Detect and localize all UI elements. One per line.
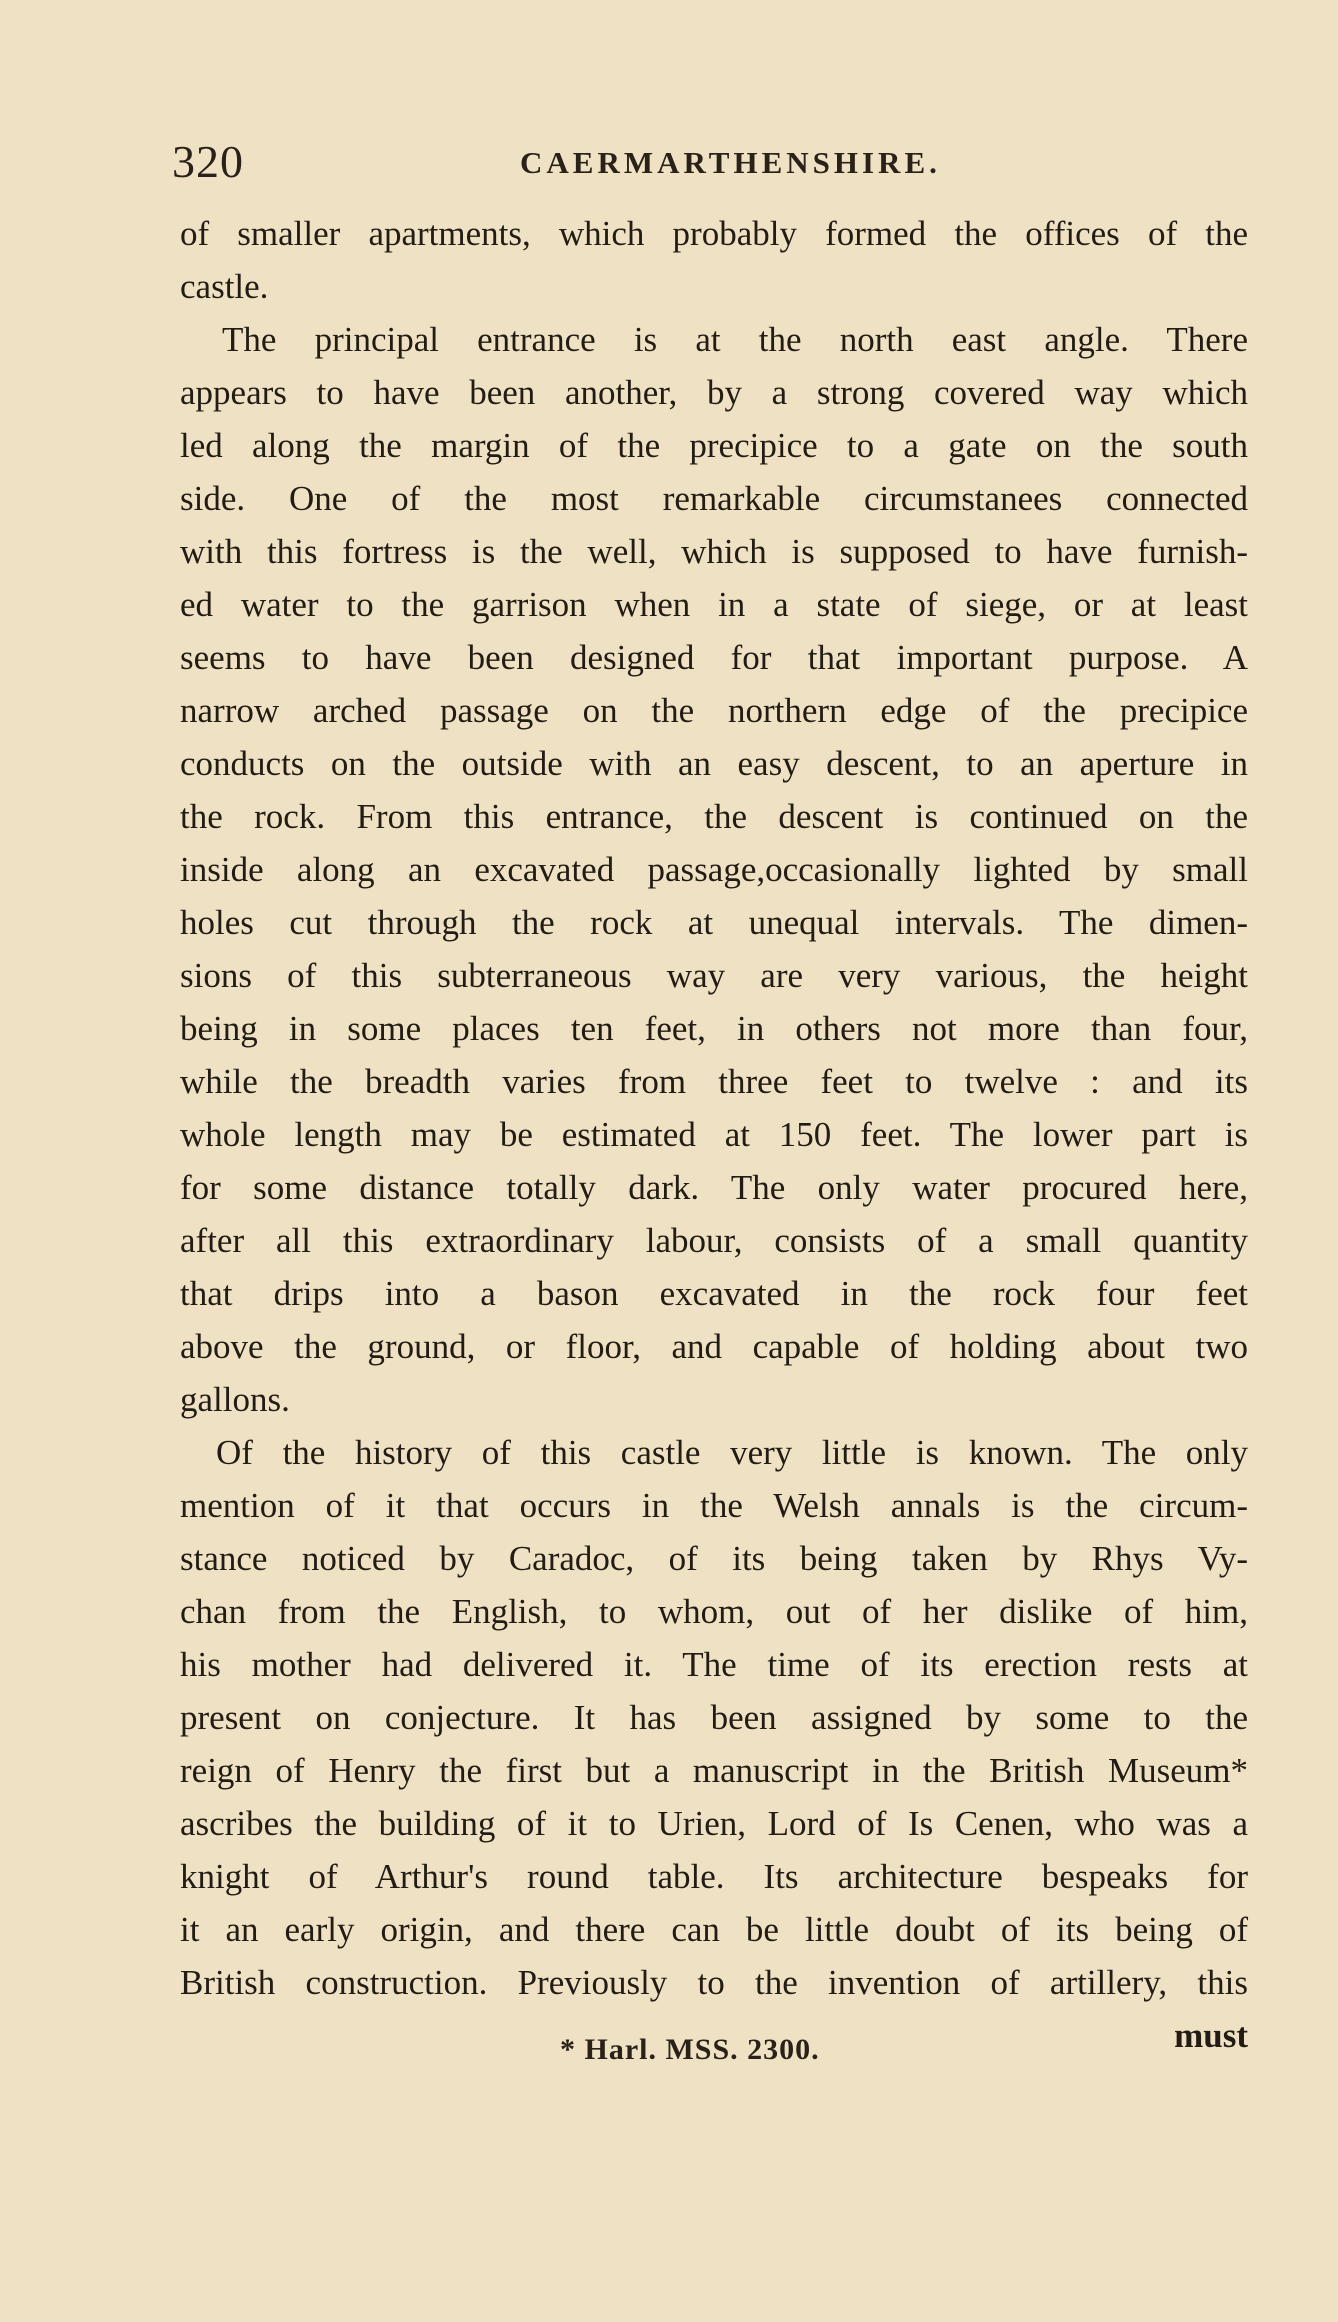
page-header xyxy=(172,132,1272,192)
text-line: gallons. xyxy=(180,1380,290,1419)
text-line: with this fortress is the well, which is supposed to have furnish- xyxy=(180,532,1248,571)
text-line: castle. xyxy=(180,267,269,306)
text-line: after all this extraordinary labour, consists of a small quantity xyxy=(180,1221,1248,1260)
text-line: British construction. Previously to the invention of artillery, this xyxy=(180,1963,1248,2002)
text-line: present on conjecture. It has been assigned by some to the xyxy=(180,1698,1248,1737)
text-line: knight of Arthur's round table. Its architecture bespeaks for xyxy=(180,1857,1248,1896)
text-line: side. One of the most remarkable circumstanees connected xyxy=(180,479,1248,518)
text-line: for some distance totally dark. The only water procured here, xyxy=(180,1168,1248,1207)
text-line: that drips into a bason excavated in the rock four feet xyxy=(180,1274,1248,1313)
text-line: appears to have been another, by a strong covered way which xyxy=(180,373,1248,412)
text-line: conducts on the outside with an easy descent, to an aperture in xyxy=(180,744,1248,783)
page-number: 320 xyxy=(172,136,244,187)
paragraph-start-line: The principal entrance is at the north east angle. There xyxy=(222,320,1248,359)
text-line: while the breadth varies from three feet to twelve : and its xyxy=(180,1062,1248,1101)
text-line: ed water to the garrison when in a state of siege, or at least xyxy=(180,585,1248,624)
text-line: led along the margin of the precipice to a gate on the south xyxy=(180,426,1248,465)
text-line: ascribes the building of it to Urien, Lord of Is Cenen, who was a xyxy=(180,1804,1248,1843)
text-line: whole length may be estimated at 150 feet. The lower part is xyxy=(180,1115,1248,1154)
text-line: stance noticed by Caradoc, of its being taken by Rhys Vy- xyxy=(180,1539,1248,1578)
running-head: CAERMARTHENSHIRE. xyxy=(520,145,941,180)
text-line: seems to have been designed for that important purpose. A xyxy=(180,638,1248,677)
paragraph-start-line: Of the history of this castle very little is known. The only xyxy=(216,1433,1248,1472)
text-line: the rock. From this entrance, the descent is continued on the xyxy=(180,797,1248,836)
text-line: being in some places ten feet, in others not more than four, xyxy=(180,1009,1248,1048)
text-line: inside along an excavated passage,occasionally lighted by small xyxy=(180,850,1248,889)
footnote: * Harl. MSS. 2300. xyxy=(560,2033,820,2066)
catchword: must xyxy=(1174,2016,1248,2055)
text-line: holes cut through the rock at unequal intervals. The dimen- xyxy=(180,903,1248,942)
text-line: above the ground, or floor, and capable of holding about two xyxy=(180,1327,1248,1366)
text-line: narrow arched passage on the northern edge of the precipice xyxy=(180,691,1248,730)
text-line: sions of this subterraneous way are very various, the height xyxy=(180,956,1248,995)
text-line: mention of it that occurs in the Welsh annals is the circum- xyxy=(180,1486,1248,1525)
body-text xyxy=(180,207,1248,2062)
text-line: it an early origin, and there can be little doubt of its being of xyxy=(180,1910,1248,1949)
text-line: his mother had delivered it. The time of its erection rests at xyxy=(180,1645,1248,1684)
text-line: of smaller apartments, which probably formed the offices of the xyxy=(180,214,1248,253)
text-line: chan from the English, to whom, out of her dislike of him, xyxy=(180,1592,1248,1631)
text-line: reign of Henry the first but a manuscript in the British Museum* xyxy=(180,1751,1248,1790)
